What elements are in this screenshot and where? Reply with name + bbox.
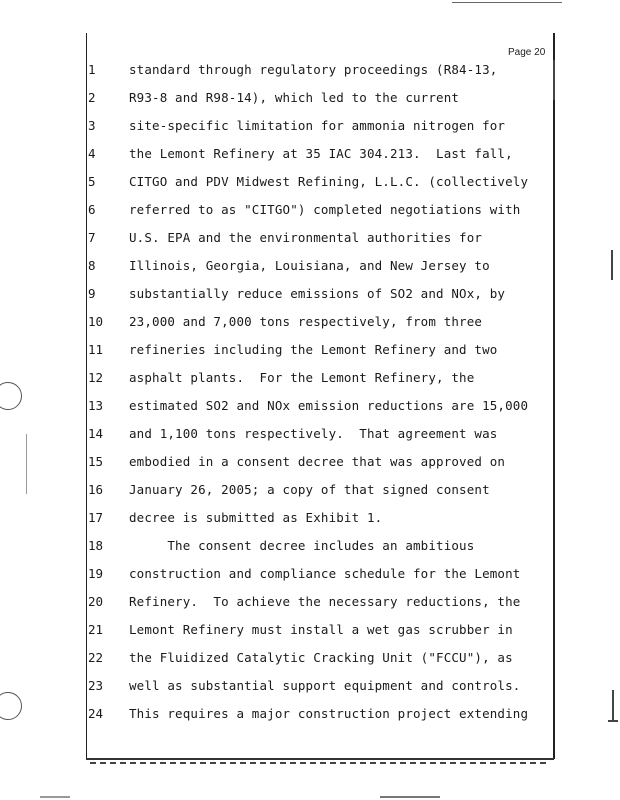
margin-mark (611, 250, 613, 280)
line-number: 15 (88, 454, 104, 469)
margin-mark (612, 690, 614, 720)
line-text: refineries including the Lemont Refinery and two (129, 342, 498, 357)
scan-top-rule (452, 2, 562, 3)
line-number: 12 (88, 370, 104, 385)
transcript-line (0, 592, 560, 612)
line-text: embodied in a consent decree that was approved on (129, 454, 506, 469)
transcript-line (0, 676, 560, 696)
transcript-line (0, 536, 560, 556)
transcript-line (0, 424, 560, 444)
line-text: Lemont Refinery must install a wet gas scrubber in (129, 622, 513, 637)
transcript-line (0, 368, 560, 388)
margin-mark (553, 60, 555, 100)
line-text: asphalt plants. For the Lemont Refinery, the (129, 370, 475, 385)
line-text: substantially reduce emissions of SO2 and NOx, by (129, 286, 506, 301)
line-number: 3 (88, 118, 96, 133)
transcript-line (0, 620, 560, 640)
page-number: Page 20 (508, 47, 546, 58)
scan-artifact (90, 762, 550, 764)
line-text: estimated SO2 and NOx emission reductions are 15,000 (129, 398, 529, 413)
line-text: and 1,100 tons respectively. That agreement was (129, 426, 498, 441)
line-number: 19 (88, 566, 104, 581)
line-number: 18 (88, 538, 104, 553)
line-number: 22 (88, 650, 104, 665)
transcript-line (0, 116, 560, 136)
line-number: 13 (88, 398, 104, 413)
margin-mark (26, 434, 27, 494)
line-number: 7 (88, 230, 96, 245)
transcript-line (0, 228, 560, 248)
line-text: standard through regulatory proceedings (R84-13, (129, 62, 498, 77)
page-bottom-rule (86, 758, 554, 760)
line-number: 21 (88, 622, 104, 637)
line-text: January 26, 2005; a copy of that signed consent (129, 482, 490, 497)
transcript-line (0, 704, 560, 724)
line-number: 10 (88, 314, 104, 329)
line-number: 5 (88, 174, 96, 189)
line-text: referred to as "CITGO") completed negotiations with (129, 202, 521, 217)
transcript-line (0, 88, 560, 108)
line-text: Illinois, Georgia, Louisiana, and New Jersey to (129, 258, 490, 273)
line-number: 11 (88, 342, 104, 357)
line-number: 9 (88, 286, 96, 301)
line-text: the Lemont Refinery at 35 IAC 304.213. Last fall, (129, 146, 513, 161)
transcript-line (0, 60, 560, 80)
transcript-line (0, 256, 560, 276)
line-number: 2 (88, 90, 96, 105)
margin-mark (608, 720, 618, 722)
scan-artifact (40, 796, 70, 798)
line-number: 14 (88, 426, 104, 441)
transcript-line (0, 200, 560, 220)
line-number: 20 (88, 594, 104, 609)
line-text: the Fluidized Catalytic Cracking Unit ("FCCU"), as (129, 650, 513, 665)
transcript-line (0, 284, 560, 304)
transcript-line (0, 144, 560, 164)
transcript-line (0, 312, 560, 332)
transcript-line (0, 452, 560, 472)
scan-artifact (380, 796, 440, 798)
line-number: 8 (88, 258, 96, 273)
line-number: 6 (88, 202, 96, 217)
line-text: site-specific limitation for ammonia nitrogen for (129, 118, 506, 133)
line-text: well as substantial support equipment and controls. (129, 678, 521, 693)
transcript-line (0, 172, 560, 192)
line-text: The consent decree includes an ambitious (129, 538, 475, 553)
transcript-line (0, 340, 560, 360)
transcript-line (0, 396, 560, 416)
transcript-line (0, 508, 560, 528)
transcript-line (0, 648, 560, 668)
line-text: This requires a major construction project extending (129, 706, 529, 721)
line-text: decree is submitted as Exhibit 1. (129, 510, 383, 525)
line-number: 16 (88, 482, 104, 497)
line-number: 4 (88, 146, 96, 161)
line-text: 23,000 and 7,000 tons respectively, from three (129, 314, 483, 329)
line-number: 23 (88, 678, 104, 693)
line-text: U.S. EPA and the environmental authorities for (129, 230, 483, 245)
line-text: R93-8 and R98-14), which led to the current (129, 90, 460, 105)
line-number: 24 (88, 706, 104, 721)
line-number: 17 (88, 510, 104, 525)
transcript-line (0, 564, 560, 584)
transcript-line (0, 480, 560, 500)
line-text: Refinery. To achieve the necessary reductions, the (129, 594, 521, 609)
line-text: CITGO and PDV Midwest Refining, L.L.C. (collectively (129, 174, 529, 189)
line-number: 1 (88, 62, 96, 77)
line-text: construction and compliance schedule for the Lemont (129, 566, 521, 581)
